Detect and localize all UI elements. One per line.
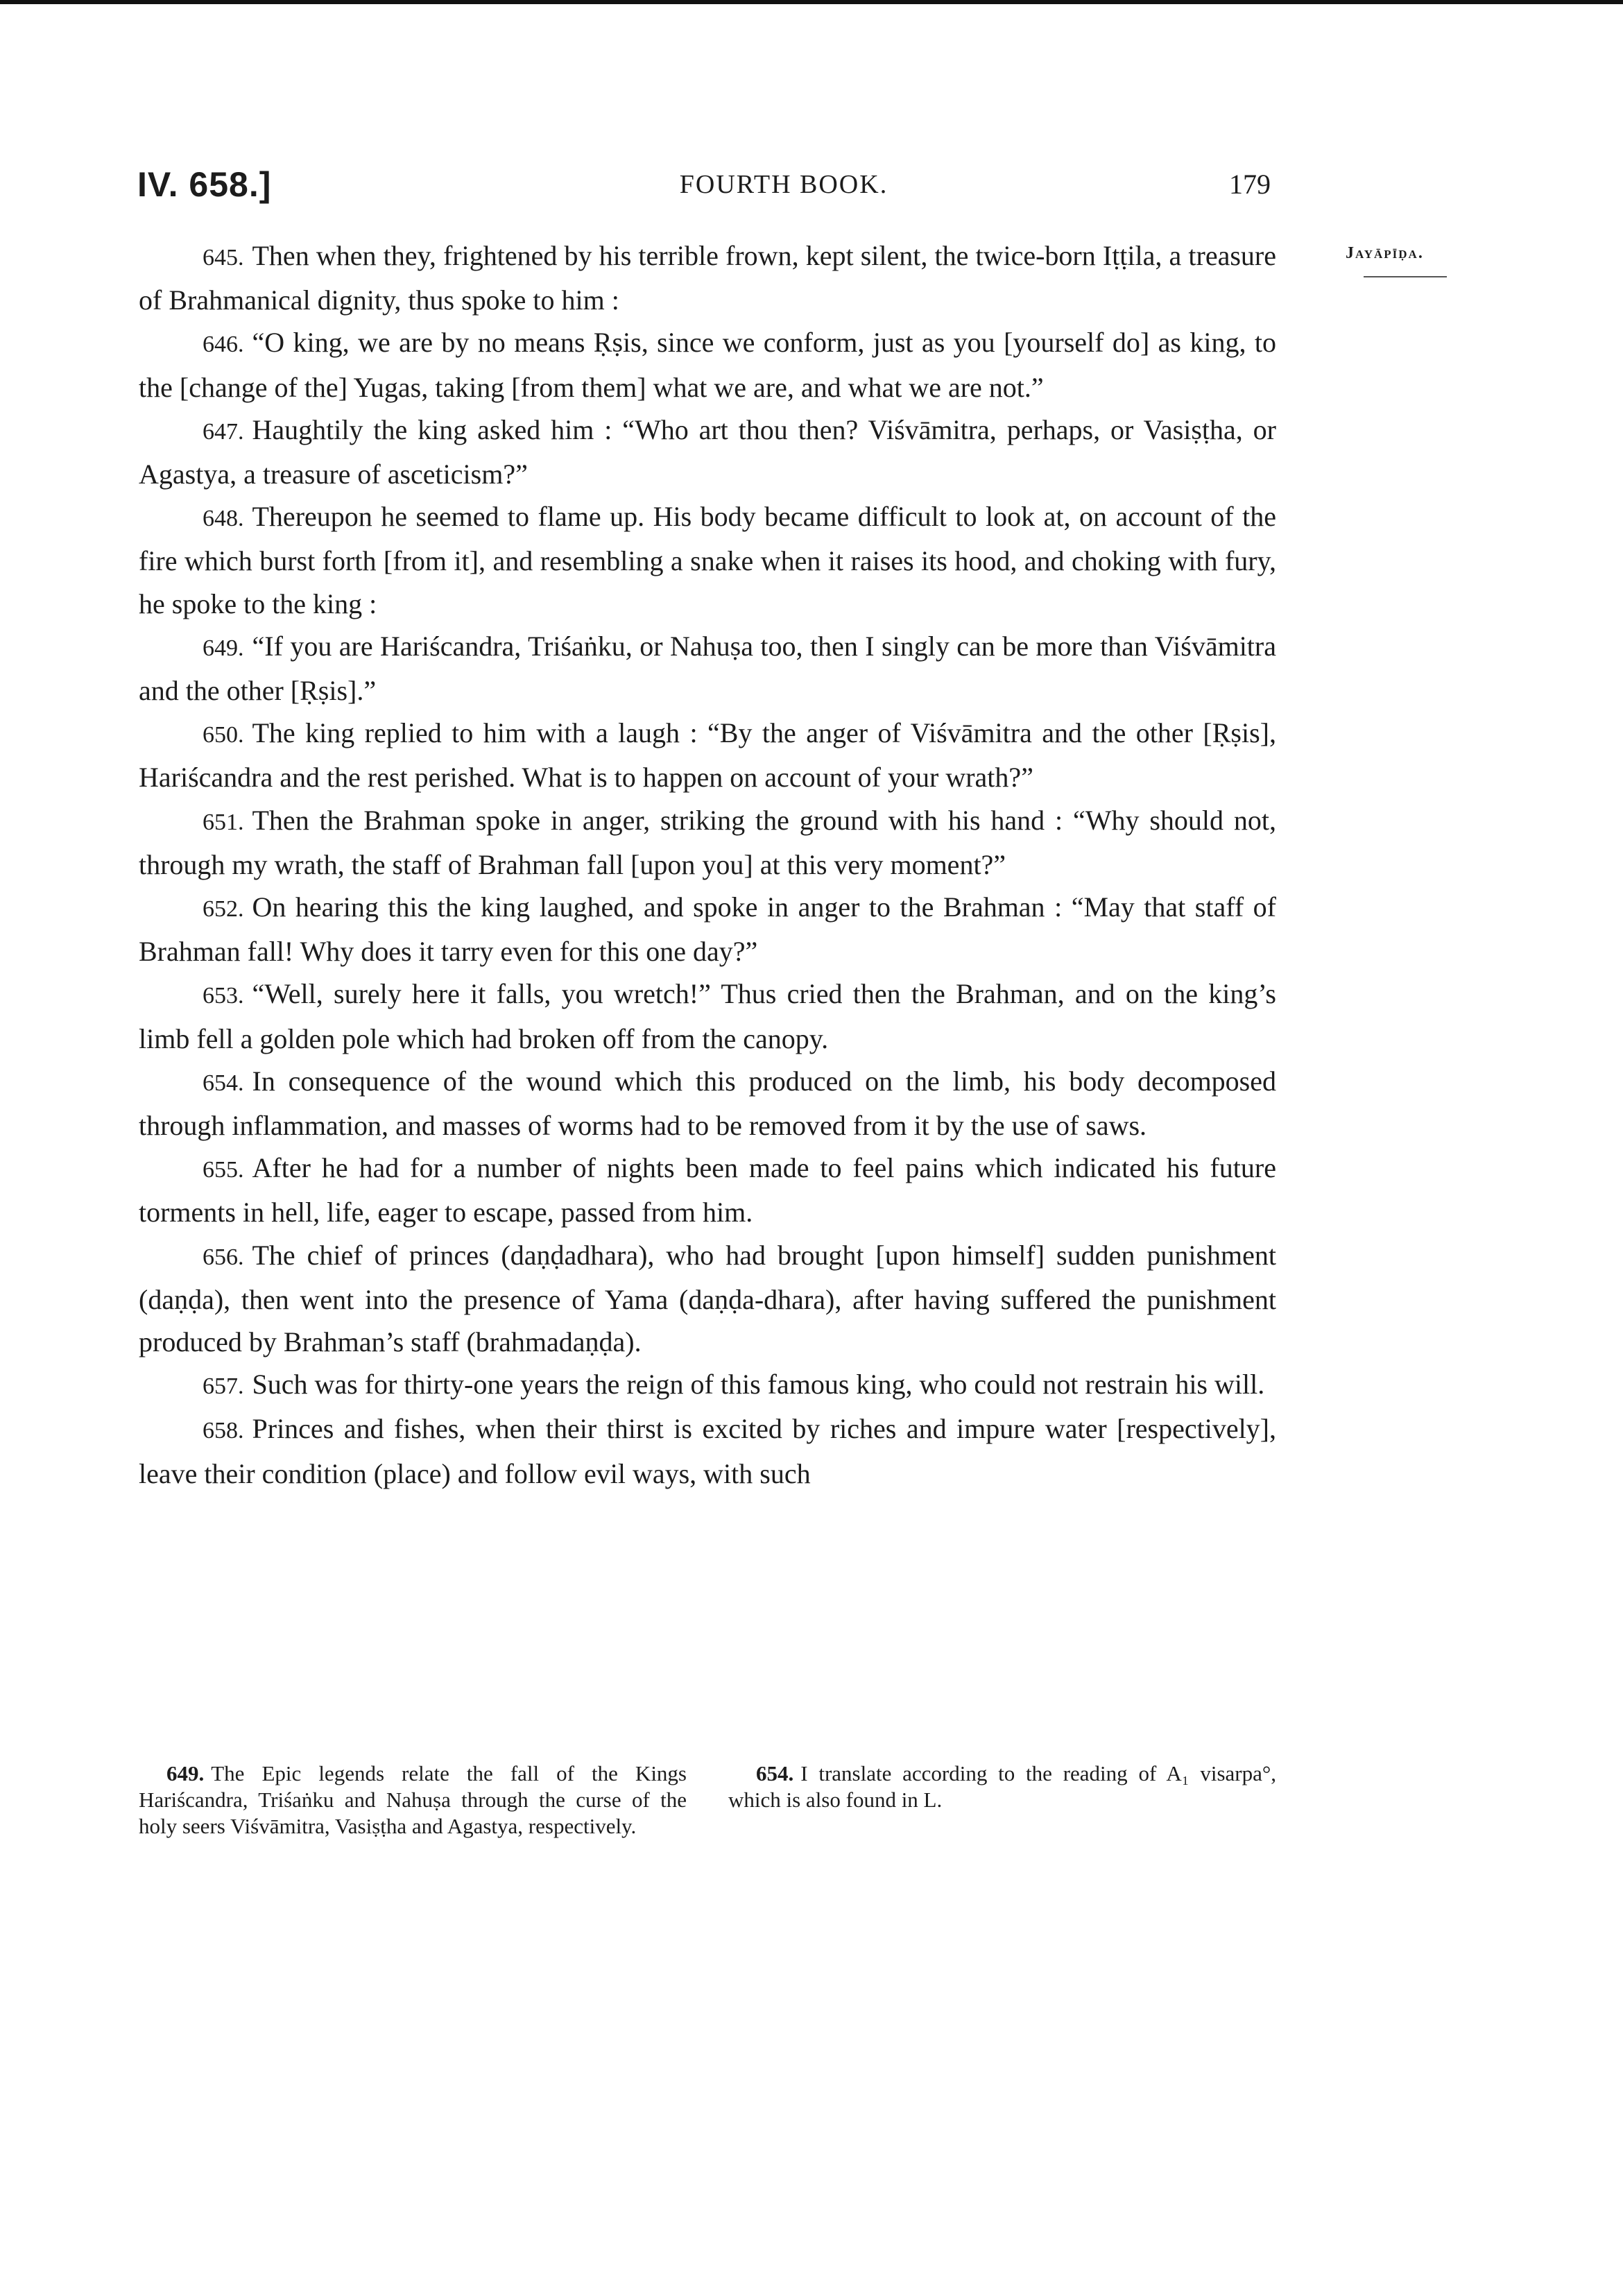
verse-text: The king replied to him with a laugh : “By the anger of Viśvāmitra and the other [Ṛṣis], Hariścandra and the rest perished. What is to happen on account of your wrath?”	[139, 717, 1276, 794]
verse-paragraph	[139, 409, 1276, 495]
margin-note: Jayāpīḍa.	[1346, 244, 1424, 262]
verse-number: 652.	[203, 896, 244, 923]
footnote-number: 654.	[756, 1761, 794, 1785]
verse-text: On hearing this the king laughed, and spoke in anger to the Brahman : “May that staff of Brahman fall! Why does it tarry even for this one day?”	[139, 891, 1276, 968]
verse-paragraph	[139, 886, 1276, 973]
verse-paragraph	[139, 1363, 1276, 1407]
verse-text: The chief of princes (daṇḍadhara), who had brought [upon himself] sudden punishment (daṇḍa), then went into the presence of Yama (daṇḍa-dhara), after having suffered the punishment produced by Brahman’s staff (brahmadaṇḍa).	[139, 1239, 1276, 1358]
verse-paragraph	[139, 712, 1276, 798]
verse-number: 654.	[203, 1070, 244, 1096]
verse-number: 650.	[203, 722, 244, 748]
main-text	[139, 234, 1276, 1495]
footnote	[728, 1760, 1276, 1813]
verse-text: Then the Brahman spoke in anger, striking the ground with his hand : “Why should not, through my wrath, the staff of Brahman fall [upon you] at this very moment?”	[139, 804, 1276, 880]
verse-number: 646.	[203, 332, 244, 358]
verse-number: 649.	[203, 635, 244, 661]
verse-number: 648.	[203, 506, 244, 532]
verse-text: Such was for thirty-one years the reign of this famous king, who could not restrain his will.	[252, 1369, 1265, 1400]
verse-number: 647.	[203, 418, 244, 445]
verse-text: “If you are Hariścandra, Triśaṅku, or Nahuṣa too, then I singly can be more than Viśvāmitra and the other [Ṛṣis].”	[139, 630, 1276, 707]
verse-text: In consequence of the wound which this produced on the limb, his body decomposed through inflammation, and masses of worms had to be removed from it by the use of saws.	[139, 1065, 1276, 1142]
footnote-text: I translate according to the reading of A₁ visarpa°, which is also found in L.	[728, 1761, 1276, 1812]
verse-paragraph	[139, 1060, 1276, 1147]
verse-text: “O king, we are by no means Ṛṣis, since we conform, just as you [yourself do] as king, to the [change of the] Yugas, taking [from them] what we are, and what we are not.”	[139, 327, 1276, 403]
verse-paragraph	[139, 799, 1276, 886]
verse-number: 658.	[203, 1418, 244, 1444]
verse-text: Princes and fishes, when their thirst is excited by riches and impure water [respectively], leave their condition (place) and follow evil ways, with such	[139, 1413, 1276, 1489]
verse-number: 653.	[203, 983, 244, 1009]
footnote-text: The Epic legends relate the fall of the Kings Hariścandra, Triśaṅku and Nahuṣa through the curse of the holy seers Viśvāmitra, Vasiṣṭha and Agastya, respectively.	[139, 1761, 687, 1838]
verse-paragraph	[139, 1234, 1276, 1364]
verse-paragraph	[139, 1147, 1276, 1233]
verse-paragraph	[139, 321, 1276, 408]
page-number: 179	[1229, 169, 1271, 200]
verse-paragraph	[139, 234, 1276, 321]
page-top-border	[0, 0, 1623, 4]
verse-paragraph	[139, 495, 1276, 625]
verse-text: After he had for a number of nights been made to feel pains which indicated his future torments in hell, life, eager to escape, passed from him.	[139, 1152, 1276, 1228]
verse-number: 645.	[203, 245, 244, 271]
verse-text: Thereupon he seemed to flame up. His body became difficult to look at, on account of the fire which burst forth [from it], and resembling a snake when it raises its hood, and choking with fury, he spoke to the king :	[139, 501, 1276, 619]
verse-paragraph	[139, 1407, 1276, 1494]
verse-text: Then when they, frightened by his terrible frown, kept silent, the twice-born Iṭṭila, a treasure of Brahmanical dignity, thus spoke to him :	[139, 240, 1276, 316]
footnote	[139, 1760, 687, 1840]
running-head-title: FOURTH BOOK.	[679, 170, 888, 199]
margin-rule	[1364, 276, 1447, 277]
running-head-section: IV. 658.]	[137, 165, 272, 204]
verse-number: 657.	[203, 1373, 244, 1400]
verse-text: Haughtily the king asked him : “Who art thou then? Viśvāmitra, perhaps, or Vasiṣṭha, or Agastya, a treasure of asceticism?”	[139, 413, 1276, 490]
verse-text: “Well, surely here it falls, you wretch!” Thus cried then the Brahman, and on the king’s limb fell a golden pole which had broken off from the canopy.	[139, 978, 1276, 1054]
verse-number: 655.	[203, 1157, 244, 1183]
verse-paragraph	[139, 625, 1276, 712]
footnote-number: 649.	[166, 1761, 205, 1785]
verse-number: 656.	[203, 1244, 244, 1270]
verse-number: 651.	[203, 809, 244, 835]
verse-paragraph	[139, 973, 1276, 1059]
